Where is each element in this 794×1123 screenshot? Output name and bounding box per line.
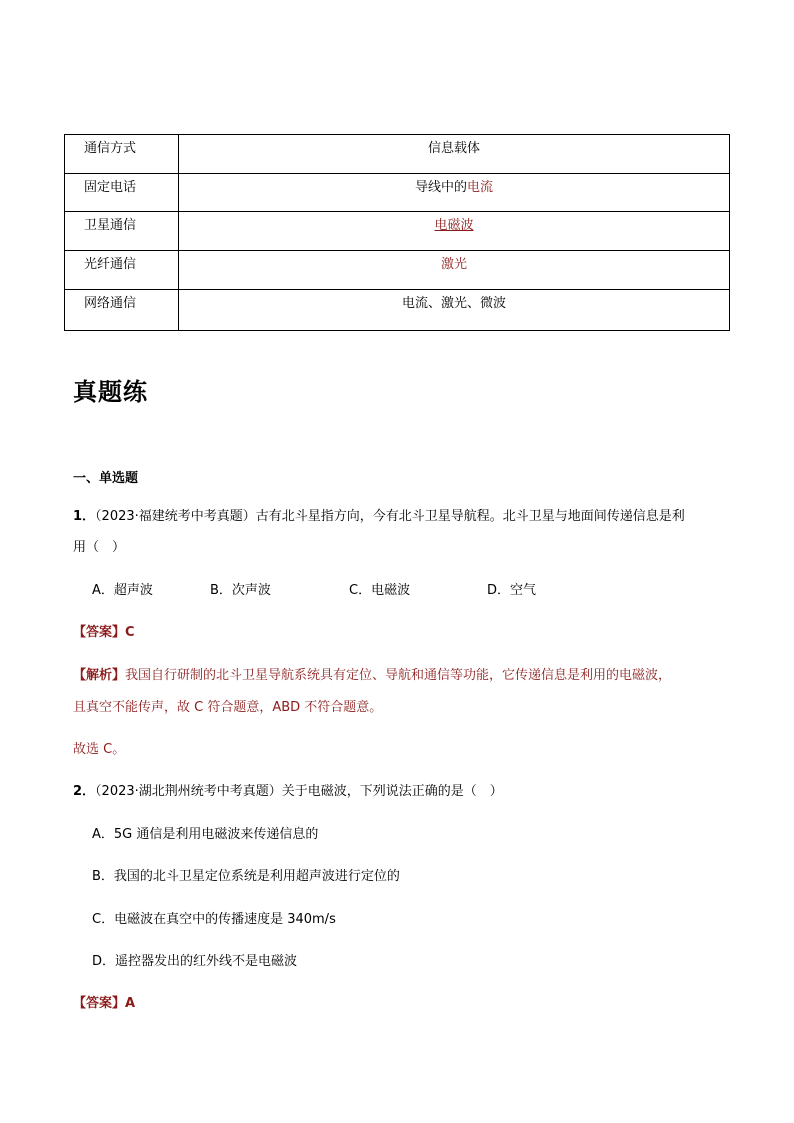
analysis-label: 【解析】 bbox=[73, 668, 126, 683]
table-cell-method: 光纤通信 bbox=[65, 251, 179, 290]
q1-conclusion: 故选 C。 bbox=[73, 742, 126, 757]
carrier-highlight: 激光 bbox=[440, 257, 467, 272]
analysis-text: 我国自行研制的北斗卫星导航系统具有定位、导航和通信等功能，它传递信息是利用的电磁波， bbox=[125, 668, 672, 683]
question-number: 1． bbox=[73, 509, 96, 524]
question-1-stem bbox=[73, 505, 685, 524]
answer-value: C bbox=[125, 625, 135, 640]
question-source: （2023·湖北荆州统考中考真题） bbox=[95, 784, 282, 799]
table-row bbox=[65, 212, 730, 251]
table-cell-carrier bbox=[179, 251, 730, 290]
table-row bbox=[65, 251, 730, 290]
q1-analysis-cont: 且真空不能传声，故 C 符合题意，ABD 不符合题意。 bbox=[73, 700, 383, 715]
question-source: （2023·福建统考中考真题） bbox=[95, 509, 256, 524]
q2-option-c: C．电磁波在真空中的传播速度是 340m/s bbox=[92, 912, 336, 927]
carrier-highlight: 电流 bbox=[467, 180, 494, 195]
q1-option-d: D．空气 bbox=[487, 583, 537, 598]
question-2-stem bbox=[73, 780, 503, 799]
table-cell-method: 卫星通信 bbox=[65, 212, 179, 251]
table-cell-carrier bbox=[179, 212, 730, 251]
q2-option-d: D．遥控器发出的红外线不是电磁波 bbox=[92, 954, 298, 969]
answer-label: 【答案】 bbox=[73, 996, 126, 1011]
question-number: 2． bbox=[73, 784, 96, 799]
q2-option-a: A．5G 通信是利用电磁波来传递信息的 bbox=[92, 827, 319, 842]
communication-table bbox=[64, 134, 730, 331]
q1-option-c: C．电磁波 bbox=[349, 583, 411, 598]
q2-answer bbox=[73, 992, 135, 1011]
answer-value: A bbox=[125, 996, 136, 1011]
subsection-heading: 一、单选题 bbox=[73, 471, 139, 486]
carrier-prefix: 导线中的 bbox=[414, 180, 467, 195]
table-cell-method: 网络通信 bbox=[65, 290, 179, 331]
table-header-row bbox=[65, 135, 730, 174]
table-header-method: 通信方式 bbox=[65, 135, 179, 174]
table-row bbox=[65, 290, 730, 331]
carrier-highlight: 电磁波 bbox=[434, 218, 474, 233]
q1-option-a: A．超声波 bbox=[92, 583, 153, 598]
q1-analysis bbox=[73, 664, 671, 683]
table-row bbox=[65, 174, 730, 212]
question-text: 关于电磁波，下列说法正确的是（ ） bbox=[281, 784, 503, 799]
table-cell-carrier bbox=[179, 174, 730, 212]
question-text: 古有北斗星指方向，今有北斗卫星导航程。北斗卫星与地面间传递信息是利 bbox=[255, 509, 685, 524]
table-header-carrier: 信息载体 bbox=[179, 135, 730, 174]
q1-answer bbox=[73, 621, 135, 640]
answer-label: 【答案】 bbox=[73, 625, 126, 640]
section-title: 真题练 bbox=[73, 378, 148, 406]
question-1-stem-cont: 用（ ） bbox=[73, 540, 126, 555]
q1-option-b: B．次声波 bbox=[210, 583, 271, 598]
table-cell-carrier: 电流、激光、微波 bbox=[179, 290, 730, 331]
q2-option-b: B．我国的北斗卫星定位系统是利用超声波进行定位的 bbox=[92, 869, 400, 884]
table-cell-method: 固定电话 bbox=[65, 174, 179, 212]
